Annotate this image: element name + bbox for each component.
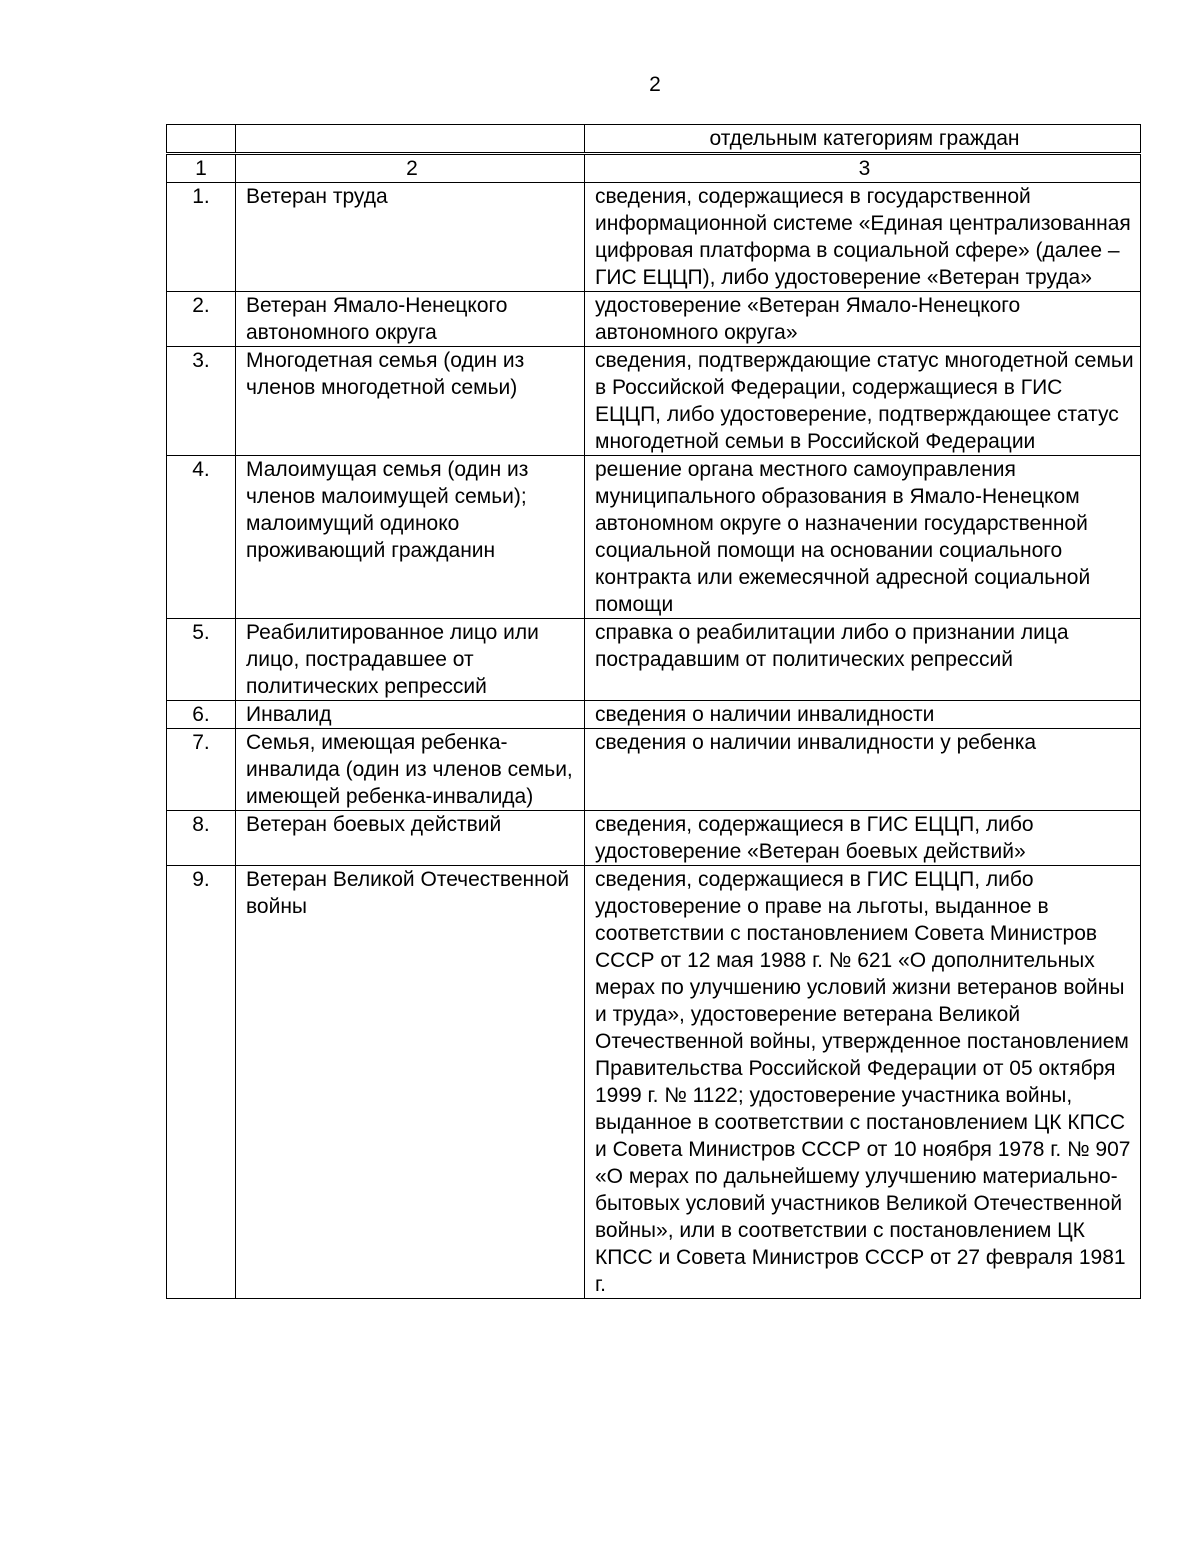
row-number: 1. — [167, 183, 236, 292]
documents-cell: удостоверение «Ветеран Ямало-Ненецкого автономного округа» — [585, 292, 1141, 347]
table-row — [167, 729, 1141, 811]
documents-cell: сведения о наличии инвалидности у ребенка — [585, 729, 1141, 811]
documents-cell: сведения, содержащиеся в государственной информационной системе «Единая централизованная цифровая платформа в социальной сфере» (далее – ГИС ЕЦЦП), либо удостоверение «Ветеран труда» — [585, 183, 1141, 292]
page-number: 2 — [649, 73, 661, 96]
row-number: 5. — [167, 619, 236, 701]
row-number: 8. — [167, 811, 236, 866]
table-row — [167, 347, 1141, 456]
column-number-2: 2 — [236, 155, 585, 183]
table-row — [167, 456, 1141, 619]
category-cell: Ветеран Ямало-Ненецкого автономного округа — [236, 292, 585, 347]
documents-cell: справка о реабилитации либо о признании лица пострадавшим от политических репрессий — [585, 619, 1141, 701]
table-row — [167, 701, 1141, 729]
documents-cell: решение органа местного самоуправления муниципального образования в Ямало-Ненецком автономном округе о назначении государственной социальной помощи на основании социального контракта или ежемесячной адресной социальной помощи — [585, 456, 1141, 619]
row-number: 6. — [167, 701, 236, 729]
continued-header-row — [167, 125, 1141, 153]
row-number: 3. — [167, 347, 236, 456]
column-number-1: 1 — [167, 155, 236, 183]
category-cell: Реабилитированное лицо или лицо, пострадавшее от политических репрессий — [236, 619, 585, 701]
documents-cell: сведения, содержащиеся в ГИС ЕЦЦП, либо удостоверение «Ветеран боевых действий» — [585, 811, 1141, 866]
table-row — [167, 811, 1141, 866]
category-cell: Ветеран труда — [236, 183, 585, 292]
category-cell: Ветеран Великой Отечественной войны — [236, 866, 585, 1299]
documents-cell: сведения о наличии инвалидности — [585, 701, 1141, 729]
table-row — [167, 866, 1141, 1299]
documents-cell: сведения, подтверждающие статус многодетной семьи в Российской Федерации, содержащиеся в ГИС ЕЦЦП, либо удостоверение, подтверждающее статус многодетной семьи в Российской Федерации — [585, 347, 1141, 456]
continued-header-cell-2 — [236, 125, 585, 153]
column-number-3: 3 — [585, 155, 1141, 183]
row-number: 2. — [167, 292, 236, 347]
table-row — [167, 292, 1141, 347]
category-cell: Многодетная семья (один из членов многодетной семьи) — [236, 347, 585, 456]
continued-header-cell-1 — [167, 125, 236, 153]
category-cell: Малоимущая семья (один из членов малоимущей семьи); малоимущий одиноко проживающий гражданин — [236, 456, 585, 619]
documents-cell: сведения, содержащиеся в ГИС ЕЦЦП, либо удостоверение о праве на льготы, выданное в соответствии с постановлением Совета Министров СССР от 12 мая 1988 г. № 621 «О дополнительных мерах по улучшению условий жизни ветеранов войны и труда», удостоверение ветерана Великой Отечественной войны, утвержденное постановлением Правительства Российской Федерации от 05 октября 1999 г. № 1122; удостоверение участника войны, выданное в соответствии с постановлением ЦК КПСС и Совета Министров СССР от 10 ноября 1978 г. № 907 «О мерах по дальнейшему улучшению материально-бытовых условий участников Великой Отечественной войны», или в соответствии с постановлением ЦК КПСС и Совета Министров СССР от 27 февраля 1981 г. — [585, 866, 1141, 1299]
continued-header-table — [166, 124, 1141, 153]
categories-table — [166, 154, 1141, 1299]
category-cell: Инвалид — [236, 701, 585, 729]
row-number: 9. — [167, 866, 236, 1299]
table-row — [167, 183, 1141, 292]
category-cell: Семья, имеющая ребенка-инвалида (один из членов семьи, имеющей ребенка-инвалида) — [236, 729, 585, 811]
table-row — [167, 619, 1141, 701]
column-numbers-row — [167, 155, 1141, 183]
continued-header-cell-3: отдельным категориям граждан — [585, 125, 1141, 153]
category-cell: Ветеран боевых действий — [236, 811, 585, 866]
row-number: 4. — [167, 456, 236, 619]
row-number: 7. — [167, 729, 236, 811]
